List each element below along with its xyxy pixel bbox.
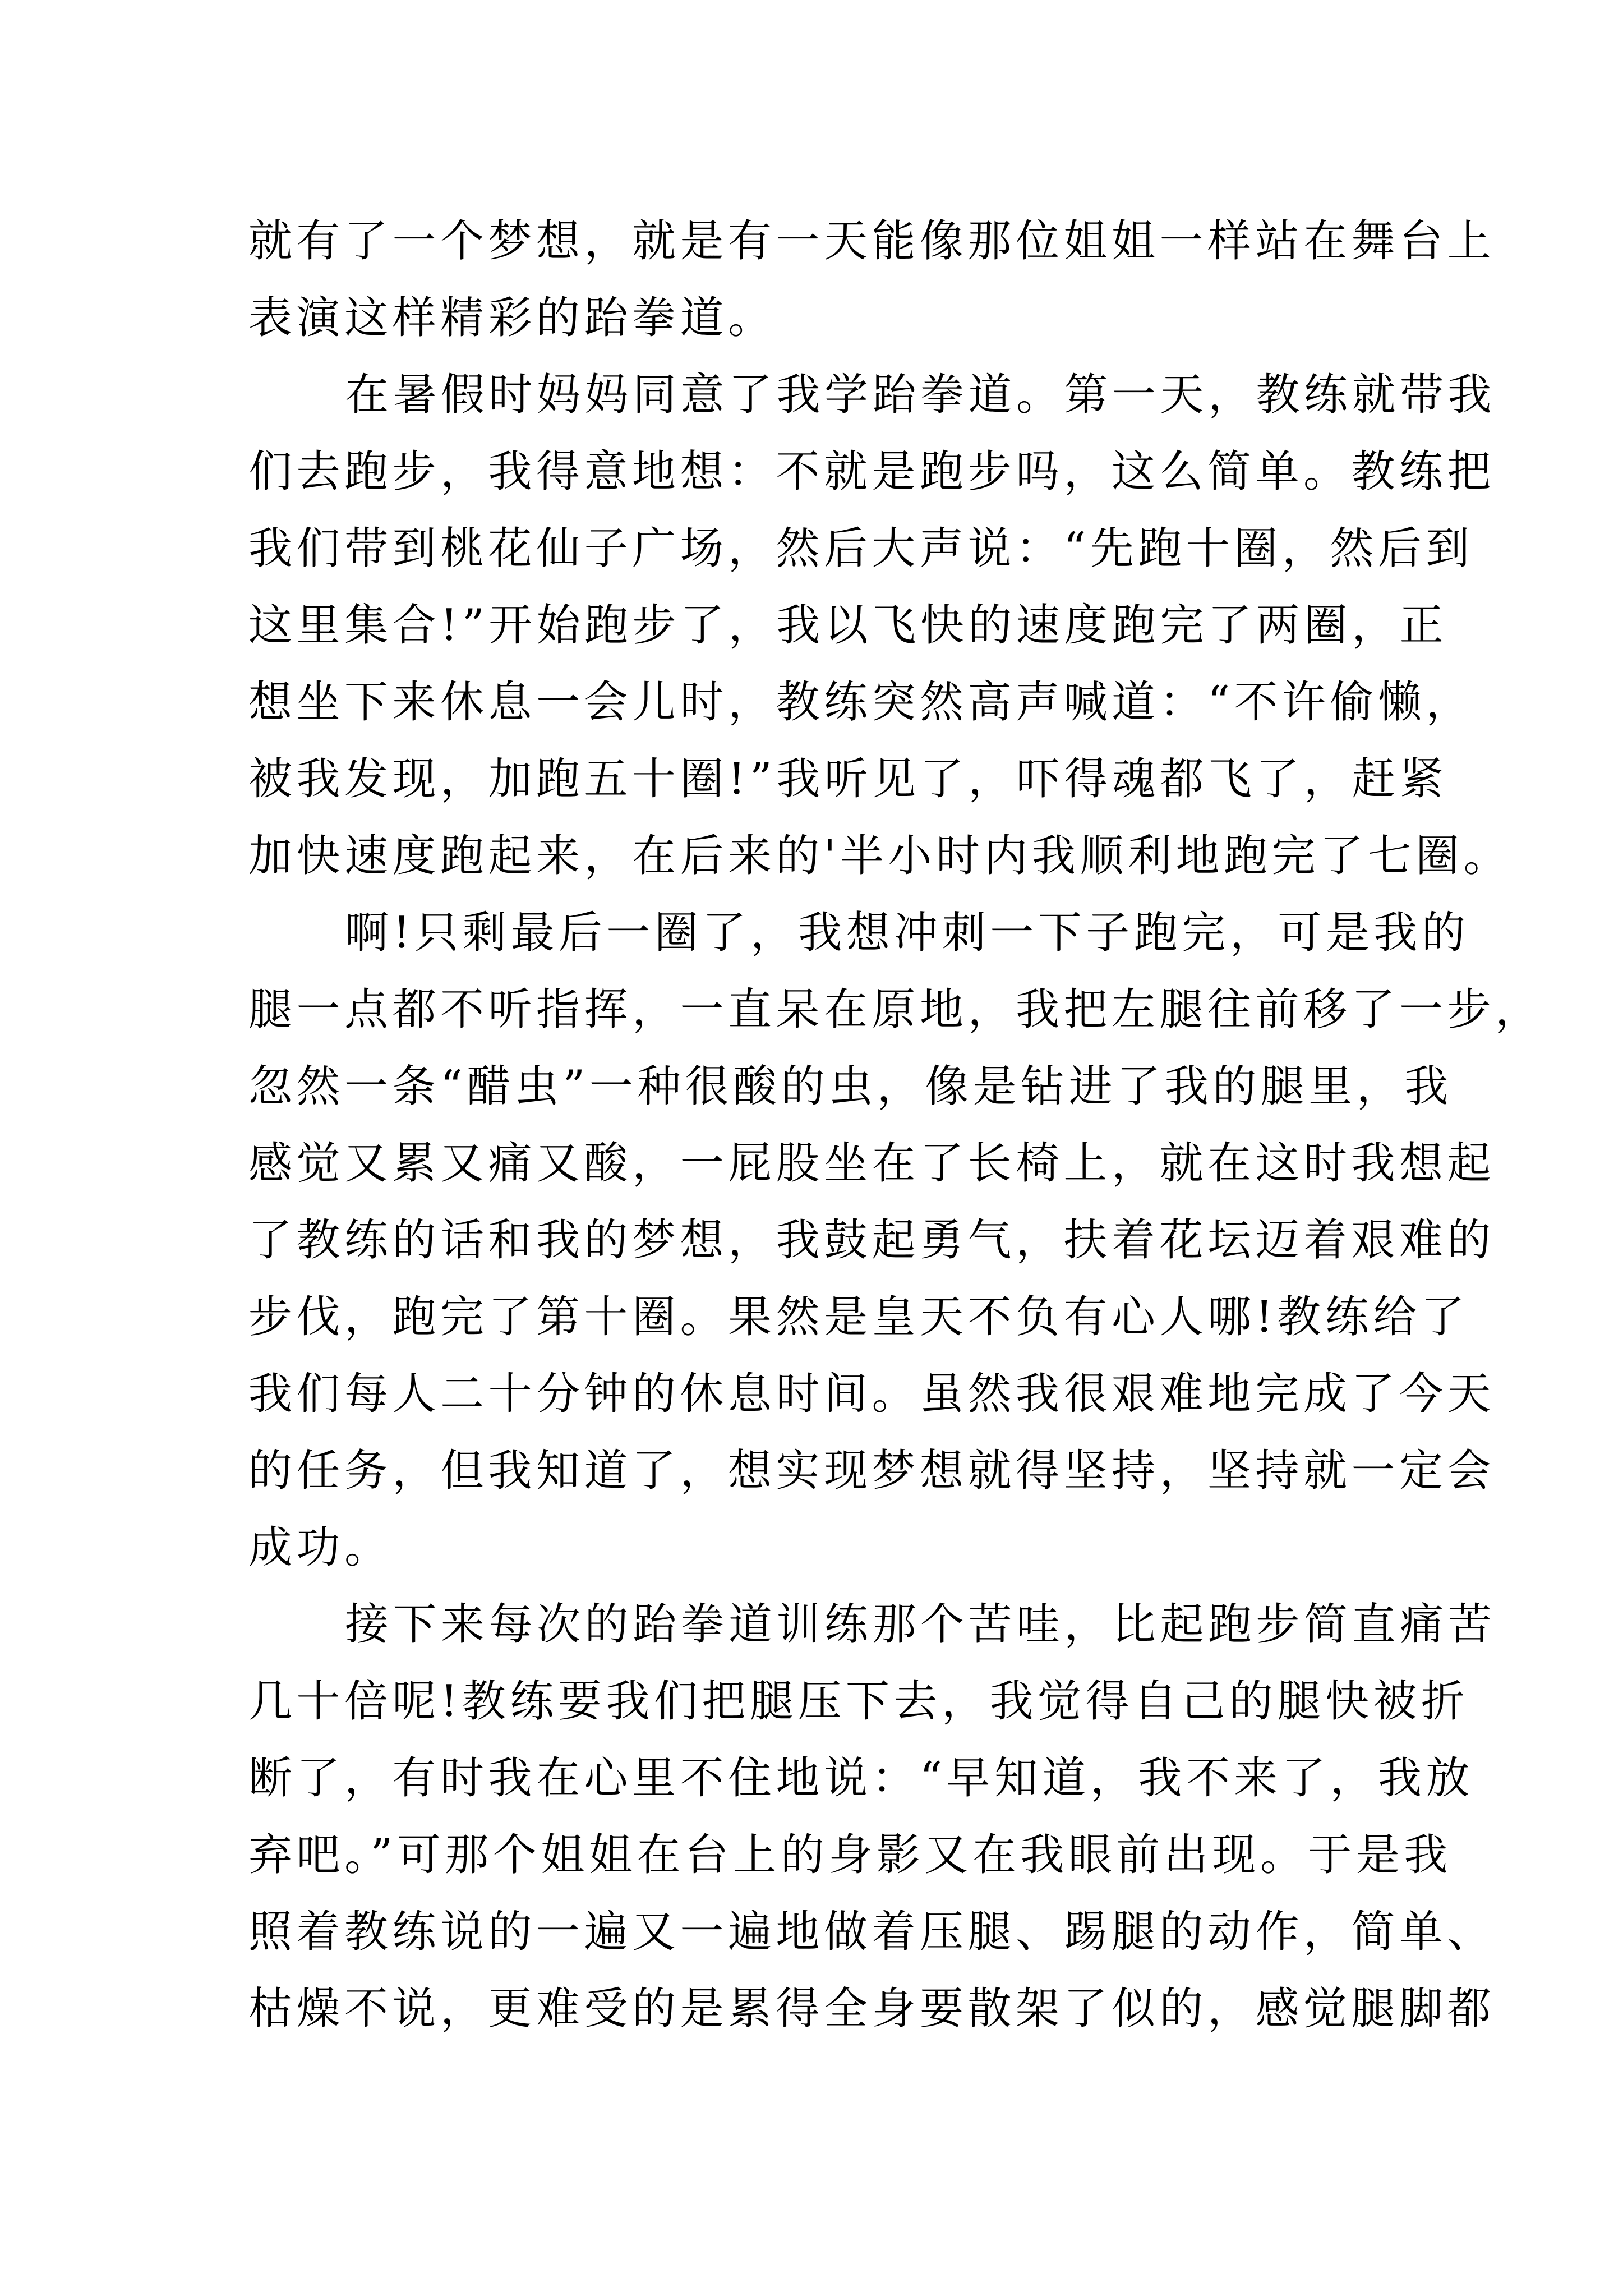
text-line: 弃吧。”可那个姐姐在台上的身影又在我眼前出现。于是我 <box>248 1830 1452 1880</box>
text-line: 感觉又累又痛又酸，一屁股坐在了长椅上，就在这时我想起 <box>248 1138 1496 1189</box>
text-line: 我们带到桃花仙子广场，然后大声说：“先跑十圈，然后到 <box>248 523 1474 574</box>
text-line: 表演这样精彩的跆拳道。 <box>248 293 776 343</box>
paragraph-start-line: 啊!只剩最后一圈了，我想冲刺一下子跑完，可是我的 <box>345 908 1470 958</box>
essay-body <box>248 203 1543 2047</box>
text-line: 腿一点都不听指挥，一直呆在原地，我把左腿往前移了一步， <box>248 984 1543 1035</box>
text-line: 们去跑步，我得意地想：不就是跑步吗，这么简单。教练把 <box>248 447 1496 497</box>
text-line: 成功。 <box>248 1522 393 1573</box>
paragraph-start-line: 接下来每次的跆拳道训练那个苦哇，比起跑步简直痛苦 <box>345 1599 1496 1650</box>
text-line: 几十倍呢!教练要我们把腿压下去，我觉得自己的腿快被折 <box>248 1676 1469 1727</box>
text-line: 被我发现，加跑五十圈!”我听见了，吓得魂都飞了，赶紧 <box>248 754 1448 804</box>
text-line: 这里集合!”开始跑步了，我以飞快的速度跑完了两圈，正 <box>248 600 1448 651</box>
text-line: 的任务，但我知道了，想实现梦想就得坚持，坚持就一定会 <box>248 1446 1496 1496</box>
text-line: 照着教练说的一遍又一遍地做着压腿、踢腿的动作，简单、 <box>248 1907 1496 1957</box>
text-line: 想坐下来休息一会儿时，教练突然高声喊道：“不许偷懒， <box>248 677 1474 728</box>
paragraph-start-line: 在暑假时妈妈同意了我学跆拳道。第一天，教练就带我 <box>345 370 1496 420</box>
text-line: 断了，有时我在心里不住地说：“早知道，我不来了，我放 <box>248 1753 1474 1803</box>
text-line: 忽然一条“醋虫”一种很酸的虫，像是钻进了我的腿里，我 <box>248 1061 1453 1112</box>
text-line: 步伐，跑完了第十圈。果然是皇天不负有心人哪!教练给了 <box>248 1292 1469 1342</box>
text-line: 加快速度跑起来，在后来的'半小时内我顺利地跑完了七圈。 <box>248 831 1511 881</box>
text-line: 就有了一个梦想，就是有一天能像那位姐姐一样站在舞台上 <box>248 216 1496 266</box>
text-line: 了教练的话和我的梦想，我鼓起勇气，扶着花坛迈着艰难的 <box>248 1215 1496 1266</box>
text-line: 枯燥不说，更难受的是累得全身要散架了似的，感觉腿脚都 <box>248 1984 1496 2034</box>
text-line: 我们每人二十分钟的休息时间。虽然我很艰难地完成了今天 <box>248 1369 1496 1419</box>
